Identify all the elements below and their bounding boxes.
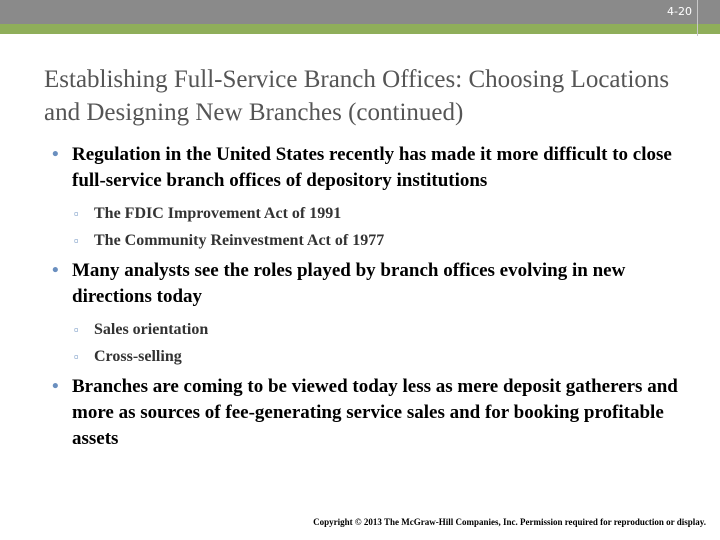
sub-bullet-square-icon: ▫ bbox=[74, 233, 79, 248]
slide-number: 4-20 bbox=[667, 5, 692, 18]
sub-bullet-text: Sales orientation bbox=[94, 321, 209, 338]
sub-bullet-square-icon: ▫ bbox=[74, 322, 79, 337]
bullet-text: Many analysts see the roles played by branch offices evolving in new directions today bbox=[72, 260, 626, 307]
slide-title: Establishing Full-Service Branch Offices: Choosing Locations and Designing New Branches (continued) bbox=[44, 66, 670, 126]
bullet-text: Regulation in the United States recently has made it more difficult to close full-service branch offices of depository institutions bbox=[72, 144, 672, 191]
bullet-dot-icon: • bbox=[52, 260, 59, 281]
sub-bullet-item bbox=[52, 200, 692, 227]
sub-bullet-text: The Community Reinvestment Act of 1977 bbox=[94, 232, 385, 249]
bullet-item bbox=[52, 374, 692, 452]
sub-bullet-text: Cross-selling bbox=[94, 348, 182, 365]
sub-bullet-text: The FDIC Improvement Act of 1991 bbox=[94, 205, 342, 222]
sub-bullet-item bbox=[52, 227, 692, 254]
copyright-notice: Copyright © 2013 The McGraw-Hill Companies, Inc. Permission required for reproduction or display. bbox=[313, 517, 706, 527]
bullet-item bbox=[52, 142, 692, 194]
sub-bullet-square-icon: ▫ bbox=[74, 206, 79, 221]
sub-bullet-item bbox=[52, 343, 692, 370]
bullet-item bbox=[52, 258, 692, 310]
slide-body bbox=[52, 142, 692, 452]
bullet-text: Branches are coming to be viewed today less as mere deposit gatherers and more as sources of fee-generating service sales and for booking profitable assets bbox=[72, 376, 678, 449]
sub-bullet-item bbox=[52, 316, 692, 343]
sub-bullet-square-icon: ▫ bbox=[74, 349, 79, 364]
bullet-dot-icon: • bbox=[52, 376, 59, 397]
header-divider bbox=[697, 0, 698, 36]
header-bar bbox=[0, 0, 720, 24]
bullet-dot-icon: • bbox=[52, 144, 59, 165]
accent-stripe bbox=[0, 24, 720, 34]
